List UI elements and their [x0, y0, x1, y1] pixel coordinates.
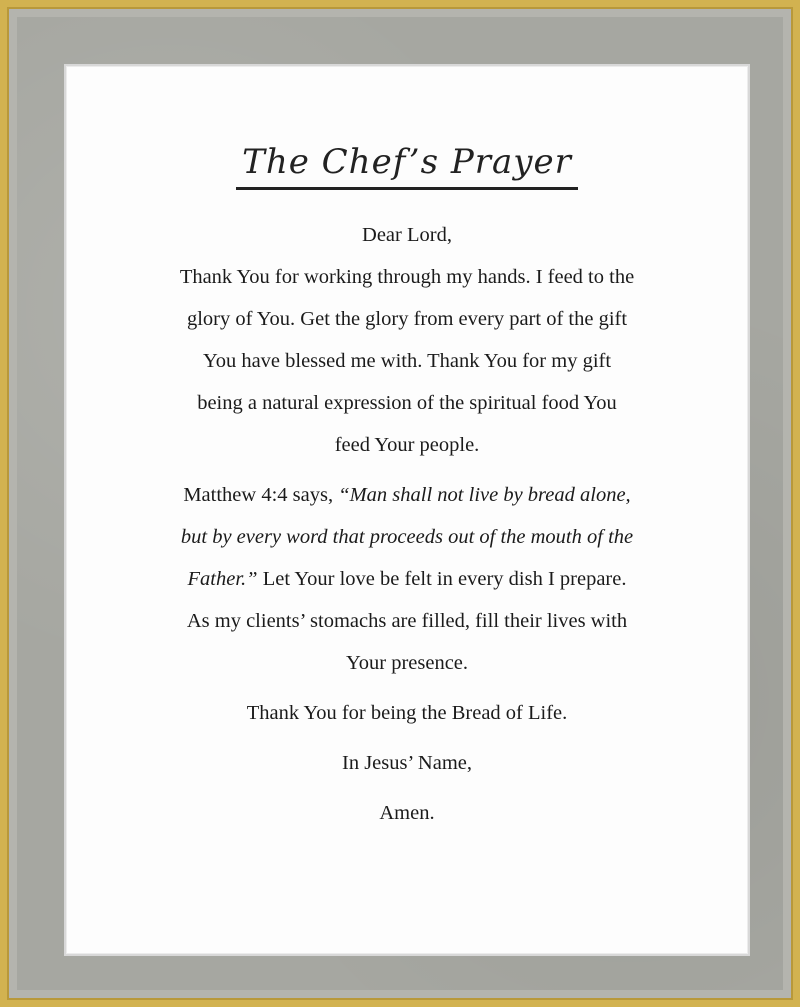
paragraph-2-line [124, 474, 690, 516]
paragraph-2 [124, 474, 690, 684]
closing-amen: Amen. [379, 802, 435, 824]
paragraph-1-line: glory of You. Get the glory from every part of the gift [186, 308, 628, 330]
salutation: Dear Lord, [362, 224, 452, 246]
prayer-paper [64, 64, 750, 956]
scripture-quote: “Man shall not live by bread alone, [338, 484, 631, 506]
scripture-reference: Matthew 4:4 says, [183, 484, 339, 506]
scripture-quote: Father.” [187, 568, 258, 590]
paragraph-1-line: You have blessed me with. Thank You for my gift [202, 350, 612, 372]
paragraph-1-line: feed Your people. [334, 434, 480, 456]
paragraph-1-line: Thank You for working through my hands. I feed to the [179, 266, 635, 288]
page-title: The Chef’s Prayer [236, 144, 578, 190]
closing-line: Thank You for being the Bread of Life. [246, 702, 568, 724]
scripture-quote: but by every word that proceeds out of the mouth of the [180, 526, 634, 548]
paragraph-2-line: Your presence. [345, 652, 469, 674]
closing-line: In Jesus’ Name, [342, 752, 472, 774]
paragraph-1-line: being a natural expression of the spiritual food You [197, 392, 617, 414]
paragraph-2-line [124, 558, 690, 600]
paragraph-1 [124, 256, 690, 466]
title-container [66, 144, 748, 190]
paragraph-2-line: As my clients’ stomachs are filled, fill their lives with [186, 610, 628, 632]
paragraph-2-text: Let Your love be felt in every dish I prepare. [257, 568, 627, 590]
prayer-body [124, 214, 690, 834]
